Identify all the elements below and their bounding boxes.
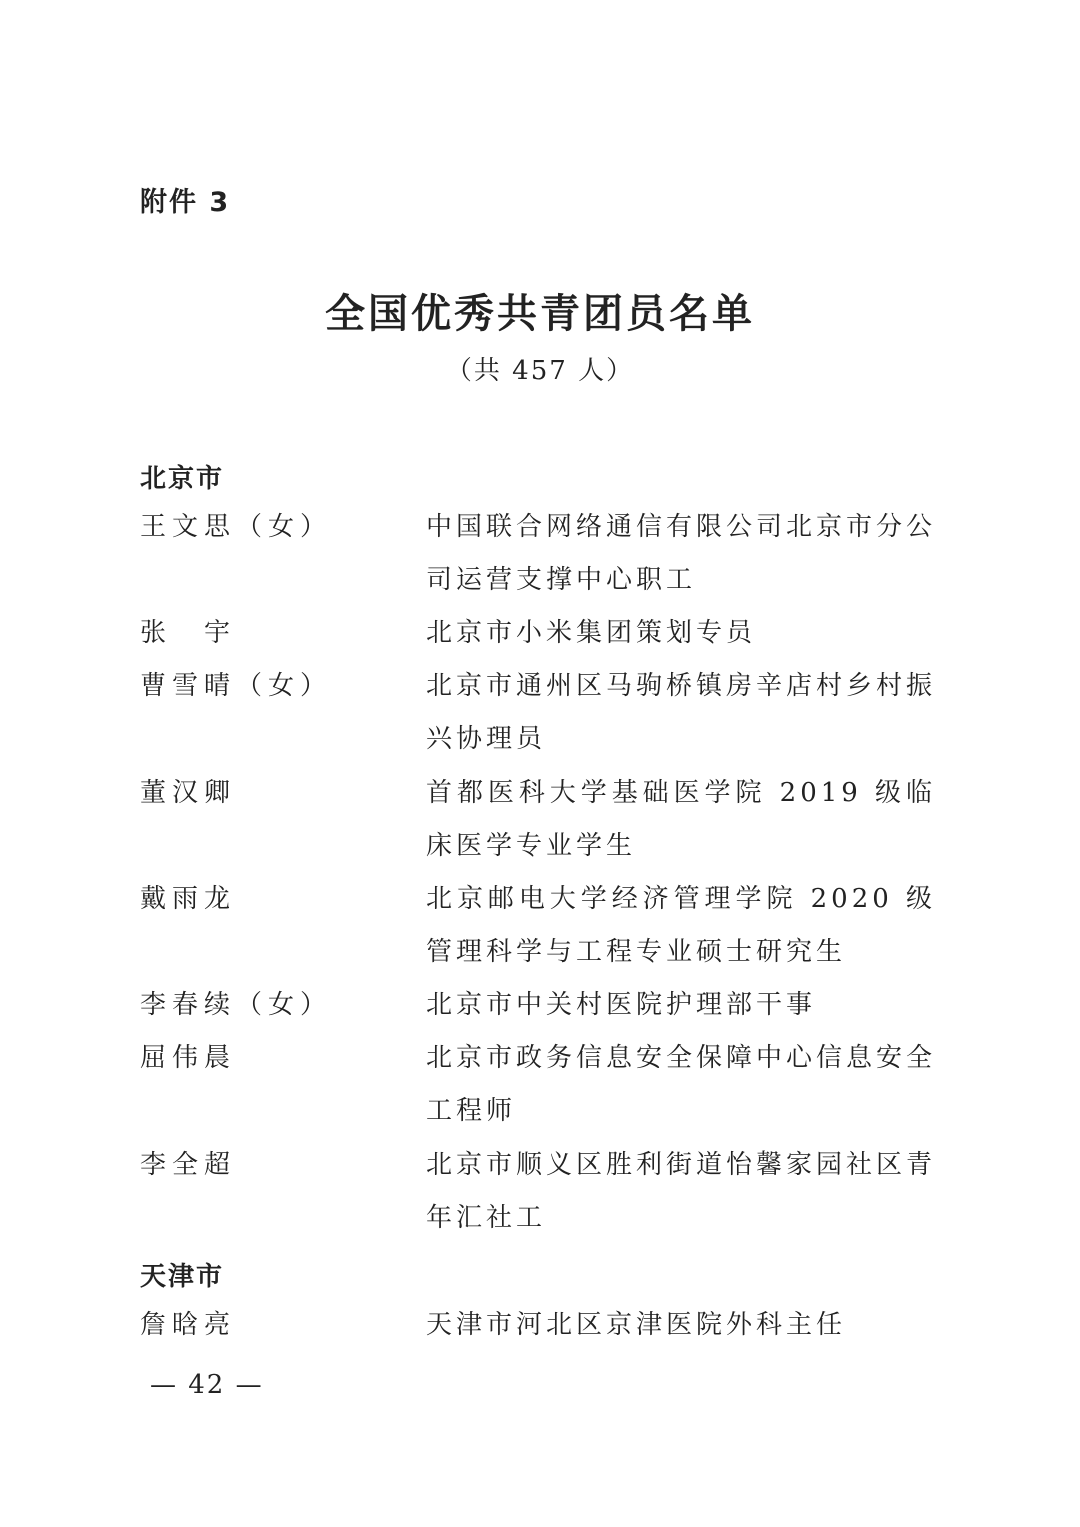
attachment-label: 附件 3 bbox=[140, 187, 231, 218]
entry-name: 李春续（女） bbox=[140, 990, 333, 1020]
entry-description: 天津市河北区京津医院外科主任 bbox=[426, 1310, 847, 1340]
entry-name: 屈伟晨 bbox=[140, 1043, 237, 1073]
entry-description: 北京市小米集团策划专员 bbox=[426, 618, 757, 648]
entry-description: 北京市通州区马驹桥镇房辛店村乡村振兴协理员 bbox=[426, 671, 937, 754]
section-heading-tianjin: 天津市 bbox=[140, 1262, 225, 1292]
entry-name: 李全超 bbox=[140, 1150, 237, 1180]
page-number: — 42 — bbox=[150, 1370, 264, 1400]
entry-description: 北京市顺义区胜利街道怡馨家园社区青年汇社工 bbox=[426, 1150, 937, 1233]
entry-name: 张 宇 bbox=[140, 618, 237, 648]
entry-name: 王文思（女） bbox=[140, 512, 333, 542]
entry-name: 戴雨龙 bbox=[140, 884, 237, 914]
entry-description: 北京市中关村医院护理部干事 bbox=[426, 990, 817, 1020]
entry-name: 曹雪晴（女） bbox=[140, 671, 333, 701]
entry-name: 詹晗亮 bbox=[140, 1310, 237, 1340]
entry-description: 首都医科大学基础医学院 2019 级临床医学专业学生 bbox=[426, 778, 936, 861]
entry-description: 北京市政务信息安全保障中心信息安全工程师 bbox=[426, 1043, 937, 1126]
entry-description: 北京邮电大学经济管理学院 2020 级管理科学与工程专业硕士研究生 bbox=[426, 884, 936, 967]
entry-name: 董汉卿 bbox=[140, 778, 237, 808]
document-subtitle: （共 457 人） bbox=[445, 356, 635, 386]
document-title: 全国优秀共青团员名单 bbox=[325, 290, 755, 337]
section-heading-beijing: 北京市 bbox=[140, 464, 225, 494]
entry-description: 中国联合网络通信有限公司北京市分公司运营支撑中心职工 bbox=[426, 512, 937, 595]
